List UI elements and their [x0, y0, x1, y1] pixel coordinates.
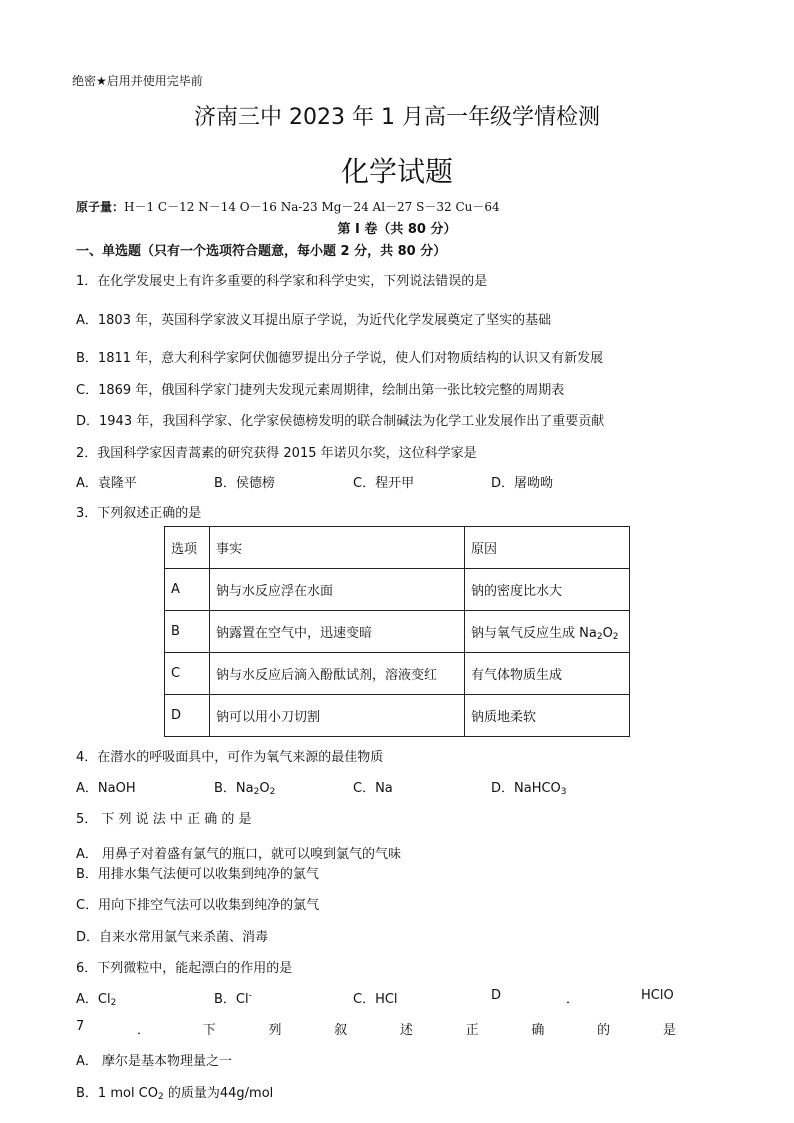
table-cell-option: C: [165, 653, 210, 695]
table-cell-fact: 钠与水反应后滴入酚酞试剂，溶液变红: [210, 653, 465, 695]
formula-text: B．Cl: [214, 992, 249, 1007]
formula-text: B．1 mol CO: [76, 1086, 158, 1101]
q7-stem-char: ．: [137, 1023, 151, 1038]
confidential-label: 绝密★启用并使用完毕前: [72, 74, 203, 88]
q2-option-a: A．袁隆平: [76, 476, 137, 491]
q6-option-c: C．HCl: [353, 992, 398, 1007]
subscript: 2: [158, 1092, 164, 1102]
q7-stem-char: 下: [202, 1023, 216, 1038]
q6-stem: 6．下列微粒中，能起漂白的作用的是: [76, 961, 293, 976]
subscript: 2: [253, 787, 260, 797]
q1-option-a: A．1803 年，英国科学家波义耳提出原子学说，为近代化学发展奠定了坚实的基础: [76, 313, 552, 328]
q2-option-b: B．侯德榜: [214, 476, 275, 491]
subscript: 3: [560, 787, 567, 797]
table-cell-reason: 有气体物质生成: [465, 653, 630, 695]
formula-text: D．NaHCO: [491, 781, 561, 796]
q7-stem-char: 正: [465, 1023, 479, 1038]
q5-stem: 5． 下 列 说 法 中 正 确 的 是: [76, 812, 252, 827]
q2-option-c: C．程开甲: [353, 476, 415, 491]
q6-option-b: [214, 988, 252, 1007]
q1-stem: 1．在化学发展史上有许多重要的科学家和科学史实，下列说法错误的是: [76, 274, 488, 289]
table-cell-fact: 钠露置在空气中，迅速变暗: [210, 611, 465, 653]
reason-text: O: [602, 625, 613, 641]
formula-text: 的质量为44g/mol: [163, 1086, 274, 1101]
table-header-cell: 事实: [210, 527, 465, 569]
q7-option-b: [76, 1082, 273, 1102]
q7-stem-char: 确: [531, 1023, 545, 1038]
table-cell-option: A: [165, 569, 210, 611]
table-cell-option: D: [165, 695, 210, 737]
q4-option-c: C．Na: [353, 781, 393, 796]
q4-option-b: [214, 777, 275, 797]
atomic-masses-label: 原子量：: [76, 200, 125, 214]
subscript: 2: [612, 631, 619, 642]
table-row: [165, 611, 630, 653]
q2-stem: 2．我国科学家因青蒿素的研究获得 2015 年诺贝尔奖，这位科学家是: [76, 446, 477, 461]
q4-option-d: [491, 777, 567, 797]
table-header-cell: 选项: [165, 527, 210, 569]
formula-text: B．Na: [214, 781, 254, 796]
table-cell-reason: 钠质地柔软: [465, 695, 630, 737]
q4-stem: 4．在潜水的呼吸面具中，可作为氧气来源的最佳物质: [76, 750, 384, 765]
volume-heading: 第 Ⅰ 卷（共 80 分）: [337, 222, 457, 237]
table-cell-reason: 钠的密度比水大: [465, 569, 630, 611]
table-cell-option: B: [165, 611, 210, 653]
q3-table: [164, 526, 630, 737]
q6-option-d-text: HClO: [641, 988, 674, 1003]
q2-option-d: D．屠呦呦: [491, 476, 554, 491]
subscript: 2: [269, 787, 276, 797]
subscript: 2: [596, 631, 603, 642]
q7-stem-char: 7: [76, 1019, 85, 1034]
table-cell-fact: 钠可以用小刀切割: [210, 695, 465, 737]
table-cell-reason: [465, 611, 630, 653]
q7-stem-char: 是: [662, 1023, 676, 1038]
atomic-masses: [76, 198, 500, 215]
subject-title: 化学试题: [340, 155, 453, 188]
q5-option-a: A． 用鼻子对着盛有氯气的瓶口，就可以嗅到氯气的气味: [76, 847, 402, 862]
table-header-row: [165, 527, 630, 569]
section-heading: 一、单选题（只有一个选项符合题意，每小题 2 分，共 80 分）: [76, 244, 447, 259]
table-row: [165, 695, 630, 737]
q1-option-b: B．1811 年，意大利科学家阿伏伽德罗提出分子学说，使人们对物质结构的认识又有新发展: [76, 351, 604, 366]
q7-stem-char: 叙: [334, 1023, 348, 1038]
table-row: [165, 653, 630, 695]
table-cell-fact: 钠与水反应浮在水面: [210, 569, 465, 611]
q4-option-a: A．NaOH: [76, 781, 136, 796]
exam-title: 济南三中 2023 年 1 月高一年级学情检测: [194, 105, 600, 130]
q6-option-d-dot: ．: [566, 992, 580, 1007]
q6-option-a: [76, 988, 116, 1008]
superscript: -: [248, 990, 252, 1001]
atomic-masses-values: H－1 C－12 N－14 O－16 Na-23 Mg－24 Al－27 S－32 Cu－64: [124, 200, 500, 214]
subscript: 2: [110, 998, 117, 1008]
q7-stem-char: 的: [597, 1023, 611, 1038]
q6-option-d-letter: D: [491, 988, 502, 1003]
q3-stem: 3．下列叙述正确的是: [76, 506, 202, 521]
q7-option-a: A． 摩尔是基本物理量之一: [76, 1054, 233, 1069]
q7-stem-char: 述: [399, 1023, 413, 1038]
table-row: [165, 569, 630, 611]
q7-stem: [76, 1019, 676, 1038]
reason-text: 钠与氧气反应生成 Na: [471, 625, 597, 641]
q5-option-b: B．用排水集气法便可以收集到纯净的氯气: [76, 867, 319, 882]
formula-text: O: [259, 781, 270, 796]
q5-option-c: C．用向下排空气法可以收集到纯净的氯气: [76, 898, 320, 913]
table-header-cell: 原因: [465, 527, 630, 569]
q1-option-d: D．1943 年，我国科学家、化学家侯德榜发明的联合制碱法为化学工业发展作出了重要贡献: [76, 414, 605, 429]
formula-text: A．Cl: [76, 992, 111, 1007]
q1-option-c: C．1869 年，俄国科学家门捷列夫发现元素周期律，绘制出第一张比较完整的周期表: [76, 383, 565, 398]
q7-stem-char: 列: [268, 1023, 282, 1038]
q5-option-d: D．自来水常用氯气来杀菌、消毒: [76, 930, 269, 945]
